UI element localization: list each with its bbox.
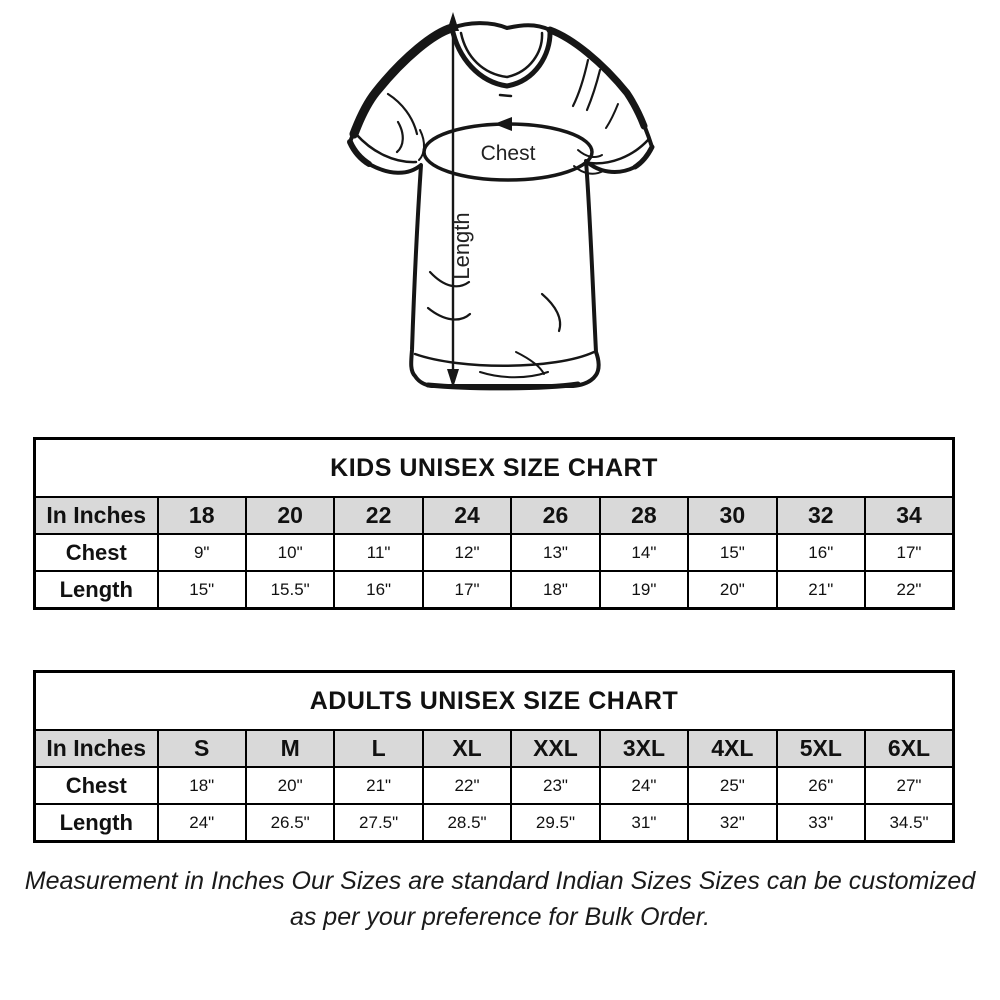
table-title-row [35,672,954,731]
wrinkle [516,352,544,374]
column-header: 5XL [777,730,865,767]
table-row [35,534,954,571]
wrinkle [388,94,417,134]
table-title-row [35,439,954,498]
left-shoulder-edge [354,28,452,134]
size-cell: 15.5" [246,571,334,609]
size-cell: 27.5" [334,804,422,842]
size-cell: 15" [688,534,776,571]
column-header: 26 [511,497,599,534]
table-header-row [35,730,954,767]
row-label: Chest [35,534,158,571]
measurement-note-line1: Measurement in Inches Our Sizes are standard Indian Sizes Sizes can be customized [24,867,976,895]
length-label: Length [449,212,474,280]
size-cell: 25" [688,767,776,804]
column-header: 24 [423,497,511,534]
size-cell: 26" [777,767,865,804]
column-header: S [158,730,246,767]
size-cell: 12" [423,534,511,571]
size-cell: 23" [511,767,599,804]
table-row [35,804,954,842]
size-cell: 9" [158,534,246,571]
size-cell: 21" [334,767,422,804]
measurement-note [0,863,1000,935]
size-cell: 21" [777,571,865,609]
collar-dash [500,95,511,96]
tshirt-diagram [330,0,680,400]
wrinkle [606,104,618,128]
size-cell: 27" [865,767,954,804]
column-header: 32 [777,497,865,534]
column-header: In Inches [35,730,158,767]
size-cell: 13" [511,534,599,571]
row-label: Length [35,571,158,609]
column-header: L [334,730,422,767]
table-row [35,767,954,804]
wrinkle [397,122,403,152]
size-cell: 26.5" [246,804,334,842]
size-cell: 31" [600,804,688,842]
kids-size-table [33,437,955,610]
row-label: Chest [35,767,158,804]
column-header: 6XL [865,730,954,767]
wrinkle [573,60,588,106]
size-cell: 11" [334,534,422,571]
row-label: Length [35,804,158,842]
wrinkle [542,294,560,331]
tshirt-outline [350,23,652,386]
size-cell: 22" [865,571,954,609]
size-cell: 17" [423,571,511,609]
adults-size-table [33,670,955,843]
chest-label: Chest [480,142,536,165]
column-header: M [246,730,334,767]
hem-fold-line [415,352,594,366]
size-cell: 22" [423,767,511,804]
size-cell: 18" [511,571,599,609]
size-cell: 32" [688,804,776,842]
size-cell: 19" [600,571,688,609]
column-header: 20 [246,497,334,534]
size-cell: 20" [688,571,776,609]
chest-arrowhead-icon [494,117,512,131]
tshirt-illustration [330,0,680,400]
size-cell: 20" [246,767,334,804]
column-header: 28 [600,497,688,534]
size-cell: 16" [777,534,865,571]
size-cell: 16" [334,571,422,609]
wrinkle [480,372,548,377]
adults-table-title: ADULTS UNISEX SIZE CHART [35,672,954,731]
column-header: 4XL [688,730,776,767]
column-header: 18 [158,497,246,534]
size-cell: 24" [158,804,246,842]
right-cuff-seam [590,140,648,163]
table-row [35,571,954,609]
column-header: 3XL [600,730,688,767]
measurement-note-line2: as per your preference for Bulk Order. [289,903,711,931]
table-header-row [35,497,954,534]
size-cell: 29.5" [511,804,599,842]
size-cell: 24" [600,767,688,804]
wrinkle [428,308,470,320]
column-header: 34 [865,497,954,534]
size-cell: 28.5" [423,804,511,842]
column-header: 30 [688,497,776,534]
column-header: 22 [334,497,422,534]
column-header: XXL [511,730,599,767]
size-cell: 15" [158,571,246,609]
length-arrowhead-top-icon [447,12,459,31]
size-cell: 33" [777,804,865,842]
column-header: XL [423,730,511,767]
wrinkle [587,70,600,110]
size-cell: 34.5" [865,804,954,842]
size-cell: 10" [246,534,334,571]
size-cell: 14" [600,534,688,571]
size-cell: 17" [865,534,954,571]
kids-table-title: KIDS UNISEX SIZE CHART [35,439,954,498]
column-header: In Inches [35,497,158,534]
size-cell: 18" [158,767,246,804]
